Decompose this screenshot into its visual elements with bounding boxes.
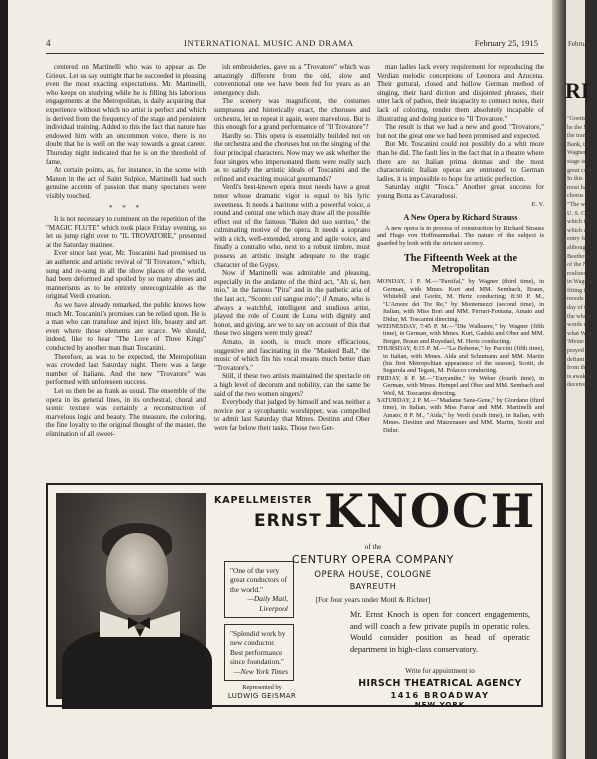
page-gutter — [552, 0, 566, 759]
schedule-item: FRIDAY, 8 P. M.—"Euryanthe," by Weber (fourth time), in German, with Mmes. Hempel and Ober and MM. Sembach and Weil, M. Toscanini directing. — [377, 374, 544, 397]
paragraph: Hardly so. This opera is essentially builded not on the orchestra and the choruses but on the singing of the four principal characters. Now may we ask whether the four singers who impersonated them were really such as to satisfy the artistic ideals of Toscanini and the refined and exacting musical gourmands? — [214, 131, 370, 183]
paragraph: As we have already remarked, the public knows how much Mr. Toscanini's promises can be relied upon. He is a man who can transfuse and inject life, beauty and art even where those elements are scarce. We should, indeed, like to hear "The Love of Three Kings" conducted by another man than Toscanini. — [46, 301, 206, 352]
issue-date: February 25, 1915 — [474, 38, 538, 48]
schedule-item: MONDAY, 1 P. M.—"Parsifal," by Wagner (third time), in German, with Mmes. Kurt and MM. Sembach, Braun, Whitehill and Goritz, M. Hertz conducting; 8:30 P. M., "L'Amore dei Tre Re," by Montemezzi (second time), in Italian, with Miss Bori and MM. Ferrari-Fontana, Amato and Didur, M. Toscanini directing. — [377, 278, 544, 323]
column-3 — [377, 63, 544, 434]
ad-address: 1416 BROADWAY — [390, 690, 490, 700]
book-spine — [0, 0, 8, 759]
facing-page-edge — [565, 0, 597, 759]
ad-company: CENTURY OPERA COMPANY — [291, 553, 455, 566]
press-quote: "One of the very great conductors of the world." —Daily Mail, Liverpool — [224, 561, 294, 618]
publication-title: INTERNATIONAL MUSIC AND DRAMA — [184, 38, 354, 48]
ad-studied-under: [For four years under Mottl & Richter] — [315, 595, 431, 604]
ad-opera-house: OPERA HOUSE, COLOGNE — [314, 569, 432, 579]
ad-text-area — [214, 484, 537, 709]
ad-contact-line: Write for appointment to — [405, 667, 475, 675]
running-header — [46, 38, 546, 52]
schedule-item: SATURDAY, 2 P. M.—"Madame Sans-Gene," by Giordano (third time), in Italian, with Miss Farrar and MM. Martinelli and Amato; 8 P. M., "Aida," by Verdi (sixth time), in Italian, with Mmes. Destinn and Matzenauer and MM. Martin, Scotti and Didur. — [377, 396, 544, 434]
paragraph: Ever since last year, Mr. Toscanini had promised us an authentic and artistic revival of "Il Trovatore," which, sung and re-sung in all the show places of the world, had been deformed and spoiled by so many abuses and mannerisms as to be entirely unrecognizable as the original Verdi creation. — [46, 249, 206, 301]
ad-agency: HIRSCH THEATRICAL AGENCY — [358, 678, 522, 689]
paragraph: But Mr. Toscanini could not possibly do a whit more than he did. The fault lies in the fact that in a theatre where there are no Italian prima donnas and the most characteristic Italian operas are entrusted to German ladies, it is impossible to hope for artistic perfection. — [377, 140, 544, 183]
paragraph: ish embroideries, gave us a "Trovatore" which was amazingly different from the old, slow and conventional one we have been fed for years as an emergency dish. — [214, 63, 370, 97]
header-rule — [46, 53, 544, 54]
paragraph: Now if Martinelli was admirable and pleasing, especially in the andante of the third act, "Ah si, ben mio," in the famous "Pira" and in the pathetic aria of the last act, "Sconto col sangue mio"; if Amato, who is always a watchful, intelligent and studious artist, played the role of Count de Luna with dignity and honor, and giving, are we to say on account of this that these two singers were truly great? — [214, 269, 370, 338]
paragraph: The scenery was magnificent, the costumes sumptuous and historically exact, the choruses and orchestra, let us repeat it again, were marvelous. But is this enough for a grand performance of "Il Trovatore"? — [214, 97, 370, 132]
paragraph: Still, if these two artists maintained the spectacle on a high level of decorum and nobility, can the same be said of the two women singers? — [214, 372, 370, 398]
press-quote: "Splendid work by new conductor. Best performance since foundation." —New York Times — [224, 624, 294, 681]
schedule-list — [377, 278, 544, 434]
column-2 — [214, 63, 370, 433]
author-signature: E. V. — [531, 200, 544, 208]
advertisement — [46, 483, 543, 707]
section-break: * * * — [108, 203, 144, 212]
paragraph: Amato, in sooth, is much more efficacious, suggestive and fascinating in the "Masked Ball," the music of which fits his vocal means much better than "Trovatore's." — [214, 338, 370, 372]
schedule-item: WEDNESDAY, 7:45 P. M.—"Die Walkuere," by Wagner (fifth time), in German, with Mmes. Kurt, Gadski and Ober and MM. Berger, Braun and Ruysdael, M. Hertz conducting. — [377, 322, 544, 345]
strauss-text: A new opera is in process of construction by Richard Strauss and Hugo von Hoffmannsthal. The nature of the subject is guarded by both with the strictest secrecy. — [377, 224, 544, 247]
facing-page-text: "Goetter he the M the transf Bank, the Wagner the stage is t great comf In this most happ chorus thou "The wl U. S. Cha which th which alw entry fest although t Beethoven of the Ni realizes a in Wagner fitting in moods and day of th the whole words of what Wag 'Meine Sen prayed in defiant a from the is awaken deceived b — [567, 115, 597, 389]
press-quotes — [224, 561, 294, 687]
facing-page-header: Februar — [568, 40, 590, 48]
paragraph: It is not necessary to comment on the repetition of the "MAGIC FLUTE" which took place Friday evening, so let us jump right over to "IL TROVATORE," presented at the Saturday matinee. — [46, 215, 206, 249]
column-1 — [46, 63, 206, 439]
ad-kapellmeister: KAPELLMEISTER — [214, 495, 313, 506]
paragraph: Verdi's best-known opera must needs have a great tenor whose dramatic vigor is equal to his lyric sweetness. It needs a baritone with a powerful voice, a round and central one which may draw all the possible effect out of the famous "Balen del suo sorriso," the culminating motive of the opera. It needs a soprano with a rich, well-extended, strong and agile voice, and finally a contralto who, next to a robust timbre, must possess an artistic insight adequate to the tragic character of the Gypsy. — [214, 183, 370, 269]
strauss-heading: A New Opera by Richard Strauss — [403, 213, 518, 223]
paragraph: The result is that we had a new and good "Trovatore," but not the great one we had been promised and expected. — [377, 123, 544, 140]
ad-first-name: ERNST — [254, 511, 322, 531]
page-number: 4 — [46, 38, 51, 48]
ad-surname: KNOCH — [324, 484, 537, 538]
week-heading: The Fifteenth Week at the Metropolitan — [404, 253, 517, 276]
paragraph: Therefore, as was to be expected, the Metropolitan was crowded last Saturday night. There was a large number of Italians. And the new "Trovatore" was performed with unforeseen success. — [46, 352, 206, 387]
paragraph: At certain points, as, for instance, in the scene with Manon in the act of Saint Sulpice, Martinelli had such genuine accents of passion that many spectators were visibly touched. — [46, 166, 206, 200]
ad-representation: Represented by LUDWIG GEISMAR — [227, 684, 297, 700]
paragraph: Saturday night "Tosca." Another great success for young Botta as Cavaradossi. — [377, 183, 544, 200]
paragraph: Everybody that judged by himself and was neither a novice nor a sycophantic worshipper, was compelled to admit last Saturday that Mmes. Destinn and Ober were far below their tasks. Those two Ger- — [214, 398, 370, 432]
portrait-photo — [56, 493, 206, 699]
ad-city: NEW YORK — [414, 701, 466, 709]
paragraph: Let us then be as frank as usual. The ensemble of the opera in its general lines, in its orchestral, choral and scenic texture was certainly a reconstruction of marvelous logic and beauty. The measure, the coloring, the fine loyalty to the original thought of the master, the elimination of all sweet- — [46, 386, 206, 438]
facing-page-title: RI — [565, 78, 590, 103]
paragraph: centered on Martinelli who was to appear as De Grieux. Let us say outright that he succeeded in pleasing even the most exacting expectations. Mr. Martinelli, who keeps on studying while he is filling his laborious engagements at the Metropolitan, is daily acquiring that experience without which no artist is perfect and which is derived from the frequency of the stage and persistent individual training. Added to this the fact that nature has endowed him with an uncommon voice, there is no doubt that he is well on the way towards a great career. Thursday night indicated that he is on the threshold of fame. — [46, 63, 206, 166]
paragraph: man ladies lack every requirement for reproducing the Verdian melodic conceptions of Leonora and Azucena. Their guttural, closed and hollow German method of singing, their hard diction and disjointed phrases, their utter lack of pathos, their incapacity to connect notes, their lack of coloring, render them absolutely incapable of illustrating and doing justice to "Il Trovatore." — [377, 63, 544, 123]
ad-offer-text: Mr. Ernst Knoch is open for concert engagements, and will coach a few private pupils in operatic roles. Would consider position as head of operatic department in high-class conservatory. — [350, 610, 530, 654]
schedule-item: THURSDAY, 8:15 P. M.—"La Boheme," by Puccini (fifth time), in Italian, with Mmes. Alda and Schumann and MM. Martin (his first Metropolitan appearance of the season), Scotti, de Segurola and Tegani, M. Polacco conducting. — [377, 345, 544, 375]
ad-bayreuth: BAYREUTH — [349, 582, 397, 591]
ad-of-the: of the — [364, 543, 382, 551]
